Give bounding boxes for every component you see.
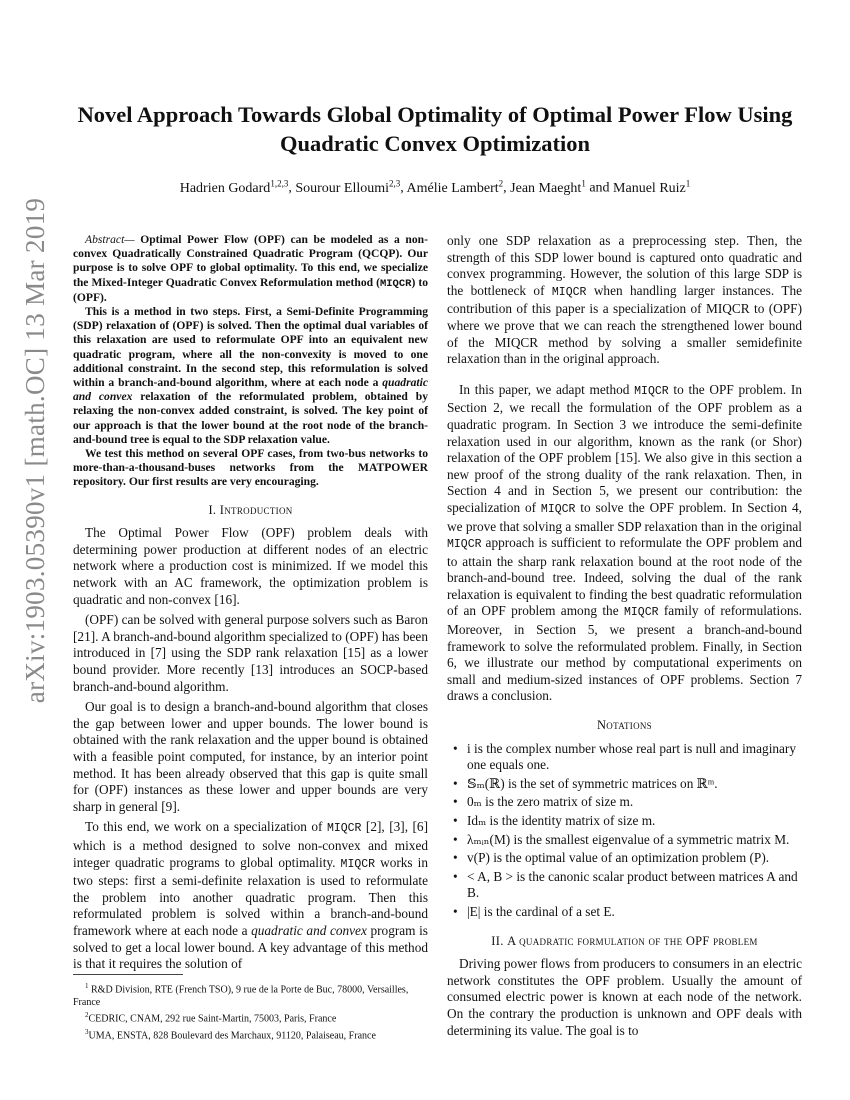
author: Amélie Lambert$^2$ [406,178,504,196]
section-heading-opf-formulation: II. A quadratic formulation of the OPF problem [491,933,758,948]
paragraph: only one SDP relaxation as a preprocessing step. Then, the strength of this SDP lower bound is captured onto quadratic and convex programming. However, the solution of this large SDP is the bottleneck of MIQCR when handling larger instances. The contribution of this paper is a specialization of MIQCR to (OPF) where we prove that we can reach the strengthened lower bound of the MIQCR method by solving a smaller semidefinite relaxation than in the original approach. [447,233,802,367]
abstract-paragraph: Abstract— Optimal Power Flow (OPF) can be modeled as a non-convex Quadratically Constrained Quadratic Program (QCQP). Our purpose is to solve OPF to global optimality. To this end, we specialize the Mixed-Integer Quadratic Convex Reformulation method (MIQCR) to (OPF). [73,233,428,304]
notation-item: • v(P) is the optimal value of an optimization problem (P). [447,850,802,867]
footnote-rule [73,974,183,975]
abstract-label: Abstract— [85,233,135,246]
notations-list [447,741,802,921]
paper-title: Novel Approach Towards Global Optimality of Optimal Power Flow Using Quadratic Convex Optimization [77,102,793,156]
arxiv-identifier [14,197,58,703]
notation-item: • 0ₘ is the zero matrix of size m. [447,794,802,811]
paragraph: The Optimal Power Flow (OPF) problem deals with determining power production at different nodes of an electric network where a production cost is minimized. If we model this network with an AC framework, the optimization problem is quadratic and non-convex [16]. [73,525,428,607]
left-column [73,233,428,977]
section-heading-notations: Notations [596,718,652,733]
notation-item: • λₘᵢₙ(M) is the smallest eigenvalue of a symmetric matrix M. [447,832,802,849]
footnotes [73,974,428,1043]
author: Jean Maeght$^1$ [510,178,586,196]
author: Sourour Elloumi$^{2,3}$ [295,178,401,196]
right-column [447,233,802,1043]
paragraph: (OPF) can be solved with general purpose solvers such as Baron [21]. A branch-and-bound algorithm specialized to (OPF) has been introduced in [7] using the SDP rank relaxation [15] as a lower bound provider. More recently [13] introduces an SOCP-based branch-and-bound algorithm. [73,612,428,694]
introduction-body [73,525,428,972]
section-heading-introduction: I. Introduction [208,502,293,517]
notation-item: • < A, B > is the canonic scalar product between matrices A and B. [447,869,802,902]
author: Hadrien Godard$^{1,2,3}$ [179,178,289,196]
notation-item: • 𝕊ₘ(ℝ) is the set of symmetric matrices on ℝᵐ. [447,776,802,793]
footnote: $^2$CEDRIC, CNAM, 292 rue Saint-Martin, 75003, Paris, France [85,1011,337,1025]
notation-item: • |E| is the cardinal of a set E. [447,904,802,921]
abstract-paragraph: This is a method in two steps. First, a Semi-Definite Programming (SDP) relaxation of (OPF) is solved. Then the optimal dual variables of this relaxation are used to reformulate OPF into an equivalent new quadratic program, where all the non-convexity is moved to one additional constraint. In the second step, this reformulation is solved within a branch-and-bound algorithm, where at each node a quadratic and convex relaxation of the reformulated problem, obtained by relaxing the non-convex added constraint, is solved. The key point of our approach is that the lower bound at the root node of the branch-and-bound tree is equal to the SDP relaxation value. [73,305,428,446]
paragraph: To this end, we work on a specialization of MIQCR [2], [3], [6] which is a method designed to solve non-convex and mixed integer quadratic programs to global optimality. MIQCR works in two steps: first a semi-definite relaxation is used to reformulate the problem into another quadratic program. Then this reformulated problem is solved within a branch-and-bound framework where at each node a quadratic and convex program is solved to get a local lower bound. A key advantage of this method is that it requires the solution of [73,819,428,972]
footnote: $^1$ R&D Division, RTE (French TSO), 9 rue de la Porte de Buc, 78000, Versailles, France [73,982,409,1008]
abstract [73,233,428,490]
author-list: Hadrien Godard$^{1,2,3}$, Sourour Elloumi$^{2,3}$, Amélie Lambert$^2$, Jean Maeght$^1$ and Manuel Ruiz$^1$ [179,178,691,196]
author: Manuel Ruiz$^1$ [613,178,691,196]
abstract-paragraph: We test this method on several OPF cases, from two-bus networks to more-than-a-thousand-buses networks from the MATPOWER repository. Our first results are very encouraging. [73,447,428,489]
paragraph: Our goal is to design a branch-and-bound algorithm that closes the gap between lower and upper bounds. The lower bound is obtained with the rank relaxation and the upper bound is obtained with a feasible point computed, for instance, by an interior point method. It has been already observed that this gap is quite small for (OPF) instances as these lower and upper bounds are very sharp in general [9]. [73,699,428,814]
paragraph: In this paper, we adapt method MIQCR to the OPF problem. In Section 2, we recall the formulation of the OPF problem as a quadratic program. In Section 3 we introduce the semi-definite relaxation used in our algorithm, known as the rank (or Shor) relaxation of the OPF problem [15]. We also give in this section a new proof of the strong duality of the rank relaxation. Then, in Section 4 and in Section 5, we present our contribution: the specialization of MIQCR to solve the OPF problem. In Section 4, we prove that solving a smaller SDP relaxation than in the original MIQCR approach is sufficient to reformulate the OPF problem and to attain the sharp rank relaxation bound at the root node of the branch-and-bound tree. Indeed, solving the dual of the rank relaxation is equivalent to finding the best quadratic reformulation of an OPF problem among the MIQCR family of reformulations. Moreover, in Section 5, we present a branch-and-bound framework to solve the reformulated problem. Finally, in Section 6, we illustrate our method by computational experiments on small and medium-sized instances of OPF problems. Section 7 draws a conclusion. [447,381,802,704]
footnote: $^3$UMA, ENSTA, 828 Boulevard des Marchaux, 91120, Palaiseau, France [85,1028,376,1042]
notation-item: • Idₘ is the identity matrix of size m. [447,813,802,830]
paragraph: Driving power flows from producers to consumers in an electric network constitutes the OPF problem. Usually the amount of consumed electric power is known at each node of the network. On the contrary the production is unknown and OPF deals with determining its value. The goal is to [447,956,802,1038]
arxiv-identifier-text: arXiv:1903.05390v1 [math.OC] 13 Mar 2019 [20,197,51,703]
notation-item: • i is the complex number whose real part is null and imaginary one equals one. [447,741,802,774]
